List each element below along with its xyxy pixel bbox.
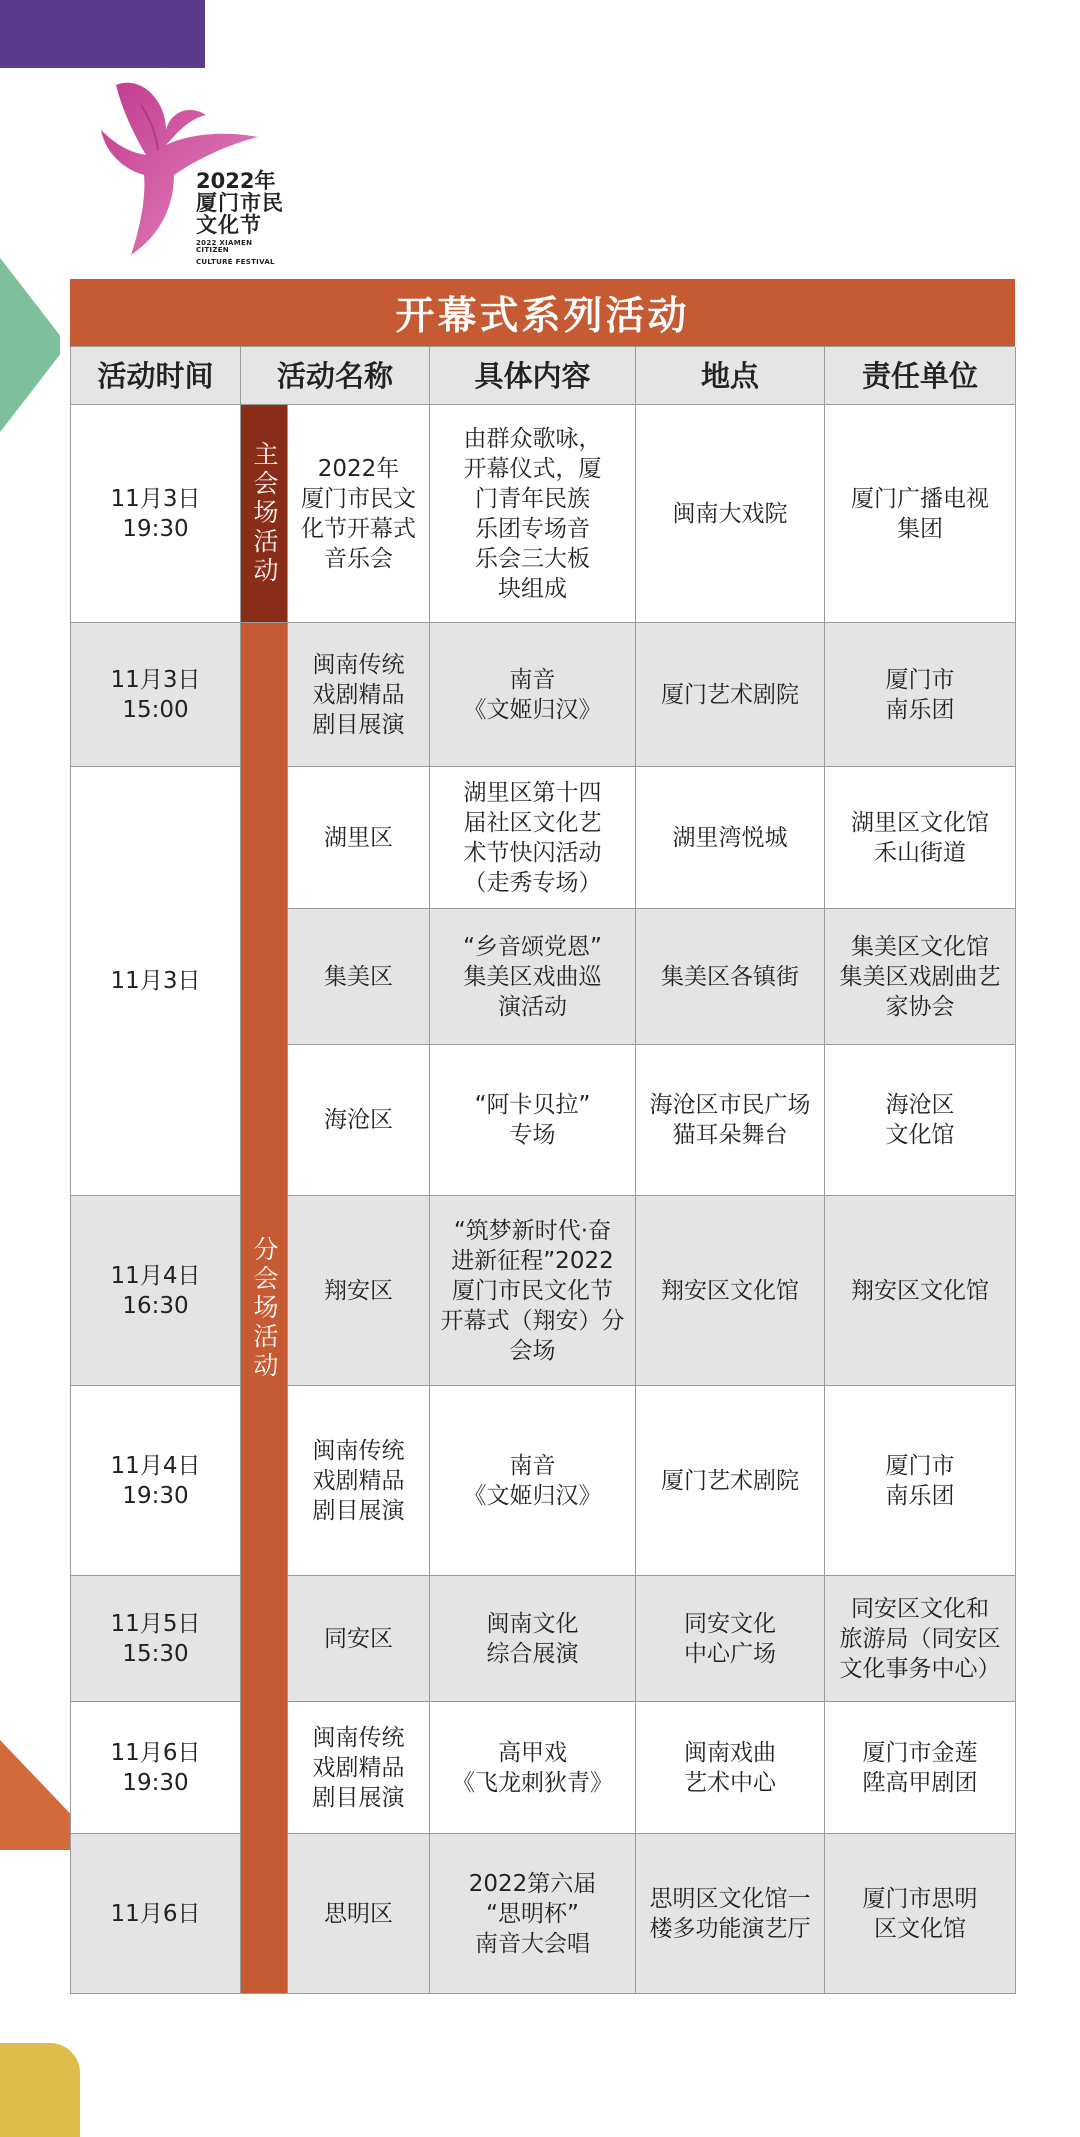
row-unit: 厦门市 南乐团 xyxy=(825,623,1016,767)
row-place: 思明区文化馆一 楼多功能演艺厅 xyxy=(636,1834,825,1994)
row-place: 厦门艺术剧院 xyxy=(636,623,825,767)
logo-year: 2022年 xyxy=(196,169,276,193)
row-content: 2022第六届 “思明杯” 南音大会唱 xyxy=(430,1834,636,1994)
row-name: 闽南传统 戏剧精品 剧目展演 xyxy=(288,1386,430,1576)
row-place: 湖里湾悦城 xyxy=(636,767,825,909)
row-time: 11月6日 xyxy=(71,1834,241,1994)
row-content: “阿卡贝拉” 专场 xyxy=(430,1045,636,1196)
festival-logo xyxy=(96,75,286,270)
row-name: 湖里区 xyxy=(288,767,430,909)
row-unit: 集美区文化馆 集美区戏剧曲艺 家协会 xyxy=(825,909,1016,1045)
row-time: 11月4日 19:30 xyxy=(71,1386,241,1576)
row-time: 11月3日 19:30 xyxy=(71,405,241,623)
branch-venue-label: 分会场活动 xyxy=(241,623,288,1994)
row-unit: 湖里区文化馆 禾山街道 xyxy=(825,767,1016,909)
schedule-grid xyxy=(70,346,1015,1994)
row-unit: 厦门市 南乐团 xyxy=(825,1386,1016,1576)
row-name: 思明区 xyxy=(288,1834,430,1994)
row-unit: 翔安区文化馆 xyxy=(825,1196,1016,1386)
row-place: 厦门艺术剧院 xyxy=(636,1386,825,1576)
row-place: 闽南戏曲 艺术中心 xyxy=(636,1702,825,1834)
row-place: 闽南大戏院 xyxy=(636,405,825,623)
row-unit: 厦门市金莲 陞高甲剧团 xyxy=(825,1702,1016,1834)
row-place: 海沧区市民广场 猫耳朵舞台 xyxy=(636,1045,825,1196)
row-unit: 海沧区 文化馆 xyxy=(825,1045,1016,1196)
row-place: 同安文化 中心广场 xyxy=(636,1576,825,1702)
row-content: 闽南文化 综合展演 xyxy=(430,1576,636,1702)
row-name: 集美区 xyxy=(288,909,430,1045)
header-time: 活动时间 xyxy=(71,347,241,405)
row-unit: 厦门广播电视 集团 xyxy=(825,405,1016,623)
row-content: “乡音颂党恩” 集美区戏曲巡 演活动 xyxy=(430,909,636,1045)
row-time: 11月3日 xyxy=(71,767,241,1196)
row-name: 海沧区 xyxy=(288,1045,430,1196)
corner-decoration-yellow xyxy=(0,2043,80,2137)
row-content: 南音 《文姬归汉》 xyxy=(430,623,636,767)
row-place: 集美区各镇街 xyxy=(636,909,825,1045)
row-content: 高甲戏 《飞龙刺狄青》 xyxy=(430,1702,636,1834)
table-title: 开幕式系列活动 xyxy=(70,279,1015,346)
row-name: 闽南传统 戏剧精品 剧目展演 xyxy=(288,1702,430,1834)
header-place: 地点 xyxy=(636,347,825,405)
row-content: 由群众歌咏， 开幕仪式，厦 门青年民族 乐团专场音 乐会三大板 块组成 xyxy=(430,405,636,623)
side-decoration-green xyxy=(0,250,60,440)
header-content: 具体内容 xyxy=(430,347,636,405)
logo-name-line2: 文化节 xyxy=(196,213,262,238)
row-place: 翔安区文化馆 xyxy=(636,1196,825,1386)
header-name: 活动名称 xyxy=(241,347,430,405)
opening-activities-table xyxy=(70,279,1015,1994)
logo-en-line1: 2022 XIAMEN CITIZEN xyxy=(196,239,253,255)
row-time: 11月6日 19:30 xyxy=(71,1702,241,1834)
row-time: 11月5日 15:30 xyxy=(71,1576,241,1702)
row-name: 同安区 xyxy=(288,1576,430,1702)
row-content: 湖里区第十四 届社区文化艺 术节快闪活动 （走秀专场） xyxy=(430,767,636,909)
header-unit: 责任单位 xyxy=(825,347,1016,405)
row-name: 翔安区 xyxy=(288,1196,430,1386)
row-content: “筑梦新时代·奋 进新征程”2022 厦门市民文化节 开幕式（翔安）分 会场 xyxy=(430,1196,636,1386)
row-unit: 厦门市思明 区文化馆 xyxy=(825,1834,1016,1994)
logo-name-line1: 厦门市民 xyxy=(196,191,284,216)
row-content: 南音 《文姬归汉》 xyxy=(430,1386,636,1576)
logo-en-line2: CULTURE FESTIVAL xyxy=(196,257,275,266)
row-name: 闽南传统 戏剧精品 剧目展演 xyxy=(288,623,430,767)
row-name: 2022年 厦门市民文 化节开幕式 音乐会 xyxy=(288,405,430,623)
row-time: 11月3日 15:00 xyxy=(71,623,241,767)
corner-decoration-purple xyxy=(0,0,205,68)
main-venue-label: 主会场活动 xyxy=(241,405,288,623)
row-time: 11月4日 16:30 xyxy=(71,1196,241,1386)
row-unit: 同安区文化和 旅游局（同安区 文化事务中心） xyxy=(825,1576,1016,1702)
